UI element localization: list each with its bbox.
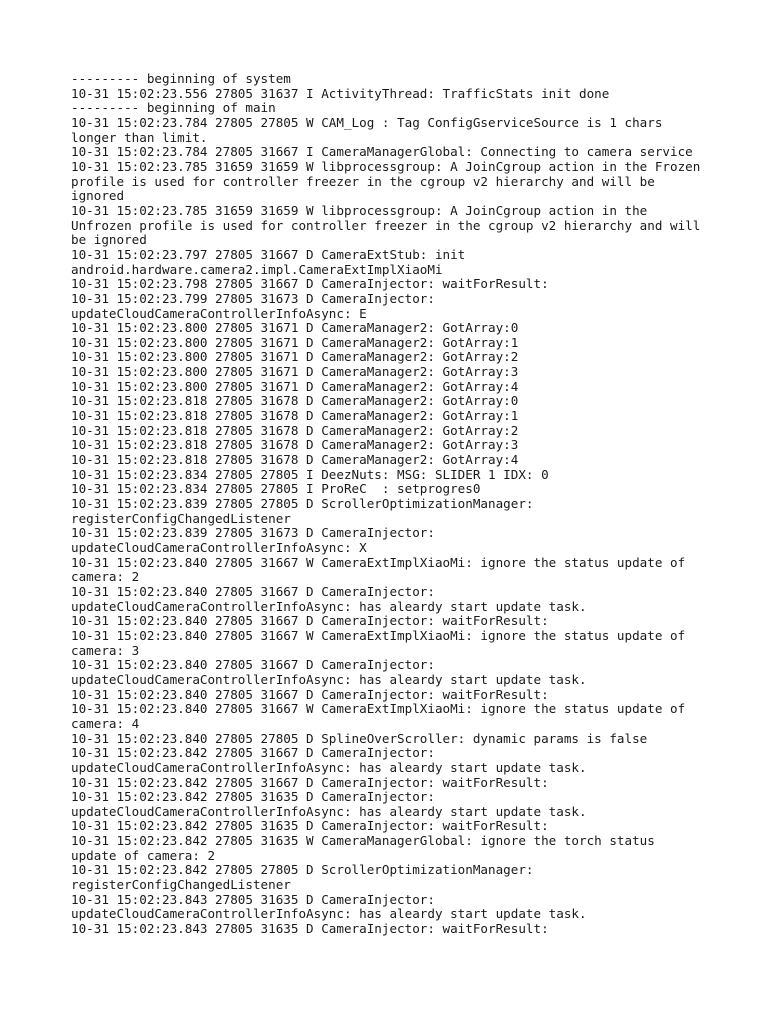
- log-line: 10-31 15:02:23.843 27805 31635 D CameraInjector: waitForResult:: [71, 921, 549, 937]
- log-line: 10-31 15:02:23.843 27805 31635 D CameraInjector:: [71, 891, 435, 907]
- log-line: 10-31 15:02:23.840 27805 31667 D CameraInjector: waitForResult:: [71, 613, 549, 629]
- log-line: updateCloudCameraControllerInfoAsync: has aleardy start update task.: [71, 671, 587, 687]
- log-line: longer than limit.: [71, 129, 208, 145]
- log-line: 10-31 15:02:23.785 31659 31659 W libprocessgroup: A JoinCgroup action in the Frozen: [71, 158, 701, 174]
- log-line: camera: 2: [71, 569, 140, 585]
- log-line: 10-31 15:02:23.840 27805 31667 W CameraExtImplXiaoMi: ignore the status update of: [71, 554, 686, 570]
- log-line: 10-31 15:02:23.785 31659 31659 W libprocessgroup: A JoinCgroup action in the: [71, 202, 648, 218]
- log-line: camera: 3: [71, 642, 140, 658]
- log-line: 10-31 15:02:23.798 27805 31667 D CameraInjector: waitForResult:: [71, 276, 549, 292]
- log-line: --------- beginning of main: [71, 100, 276, 116]
- log-line: 10-31 15:02:23.840 27805 31667 W CameraExtImplXiaoMi: ignore the status update of: [71, 701, 686, 717]
- log-line: 10-31 15:02:23.840 27805 31667 D CameraInjector:: [71, 583, 435, 599]
- log-line: be ignored: [71, 232, 147, 248]
- log-line: 10-31 15:02:23.842 27805 31635 W CameraManagerGlobal: ignore the torch status: [71, 833, 655, 849]
- log-line: 10-31 15:02:23.818 27805 31678 D CameraManager2: GotArray:3: [71, 437, 519, 453]
- log-line: 10-31 15:02:23.797 27805 31667 D CameraExtStub: init: [71, 246, 466, 262]
- log-line: 10-31 15:02:23.842 27805 31635 D CameraInjector: waitForResult:: [71, 818, 549, 834]
- log-line: 10-31 15:02:23.839 27805 31673 D CameraInjector:: [71, 525, 435, 541]
- log-line: 10-31 15:02:23.842 27805 31635 D CameraInjector:: [71, 789, 435, 805]
- log-line: profile is used for controller freezer in the cgroup v2 hierarchy and will be: [71, 173, 655, 189]
- log-line: updateCloudCameraControllerInfoAsync: has aleardy start update task.: [71, 803, 587, 819]
- log-line: 10-31 15:02:23.839 27805 27805 D ScrollerOptimizationManager:: [71, 496, 534, 512]
- log-line: 10-31 15:02:23.800 27805 31671 D CameraManager2: GotArray:1: [71, 334, 519, 350]
- log-line: 10-31 15:02:23.840 27805 31667 D CameraInjector: waitForResult:: [71, 686, 549, 702]
- log-line: 10-31 15:02:23.784 27805 31667 I CameraManagerGlobal: Connecting to camera service: [71, 144, 693, 160]
- log-line: camera: 4: [71, 715, 140, 731]
- log-line: android.hardware.camera2.impl.CameraExtImplXiaoMi: [71, 261, 443, 277]
- log-line: 10-31 15:02:23.818 27805 31678 D CameraManager2: GotArray:2: [71, 422, 519, 438]
- log-line: updateCloudCameraControllerInfoAsync: has aleardy start update task.: [71, 598, 587, 614]
- log-line: 10-31 15:02:23.818 27805 31678 D CameraManager2: GotArray:4: [71, 452, 519, 468]
- log-document: [71, 72, 731, 937]
- log-line: 10-31 15:02:23.818 27805 31678 D CameraManager2: GotArray:0: [71, 393, 519, 409]
- log-line: 10-31 15:02:23.818 27805 31678 D CameraManager2: GotArray:1: [71, 408, 519, 424]
- log-line: update of camera: 2: [71, 847, 216, 863]
- log-line: 10-31 15:02:23.784 27805 27805 W CAM_Log : Tag ConfigGserviceSource is 1 chars: [71, 114, 663, 130]
- log-line: 10-31 15:02:23.800 27805 31671 D CameraManager2: GotArray:2: [71, 349, 519, 365]
- log-line: 10-31 15:02:23.834 27805 27805 I ProReC : setprogres0: [71, 481, 481, 497]
- log-line: 10-31 15:02:23.842 27805 27805 D ScrollerOptimizationManager:: [71, 862, 534, 878]
- log-line: 10-31 15:02:23.556 27805 31637 I ActivityThread: TrafficStats init done: [71, 85, 610, 101]
- log-line: Unfrozen profile is used for controller freezer in the cgroup v2 hierarchy and will: [71, 217, 701, 233]
- log-line: 10-31 15:02:23.840 27805 31667 D CameraInjector:: [71, 657, 435, 673]
- log-line: 10-31 15:02:23.842 27805 31667 D CameraInjector: waitForResult:: [71, 774, 549, 790]
- log-line: updateCloudCameraControllerInfoAsync: has aleardy start update task.: [71, 906, 587, 922]
- log-line: 10-31 15:02:23.840 27805 31667 W CameraExtImplXiaoMi: ignore the status update of: [71, 627, 686, 643]
- log-line: registerConfigChangedListener: [71, 510, 291, 526]
- log-line: 10-31 15:02:23.800 27805 31671 D CameraManager2: GotArray:4: [71, 378, 519, 394]
- log-line: 10-31 15:02:23.840 27805 27805 D SplineOverScroller: dynamic params is false: [71, 730, 648, 746]
- log-line: 10-31 15:02:23.842 27805 31667 D CameraInjector:: [71, 745, 435, 761]
- log-line: registerConfigChangedListener: [71, 877, 291, 893]
- log-line: 10-31 15:02:23.800 27805 31671 D CameraManager2: GotArray:0: [71, 320, 519, 336]
- log-line: updateCloudCameraControllerInfoAsync: has aleardy start update task.: [71, 759, 587, 775]
- log-line: 10-31 15:02:23.800 27805 31671 D CameraManager2: GotArray:3: [71, 364, 519, 380]
- log-line: updateCloudCameraControllerInfoAsync: X: [71, 540, 367, 555]
- log-line: 10-31 15:02:23.799 27805 31673 D CameraInjector:: [71, 290, 435, 306]
- log-line: --------- beginning of system: [71, 71, 291, 86]
- log-line: 10-31 15:02:23.834 27805 27805 I DeezNuts: MSG: SLIDER 1 IDX: 0: [71, 466, 549, 482]
- log-line: ignored: [71, 188, 125, 204]
- log-line: updateCloudCameraControllerInfoAsync: E: [71, 305, 367, 321]
